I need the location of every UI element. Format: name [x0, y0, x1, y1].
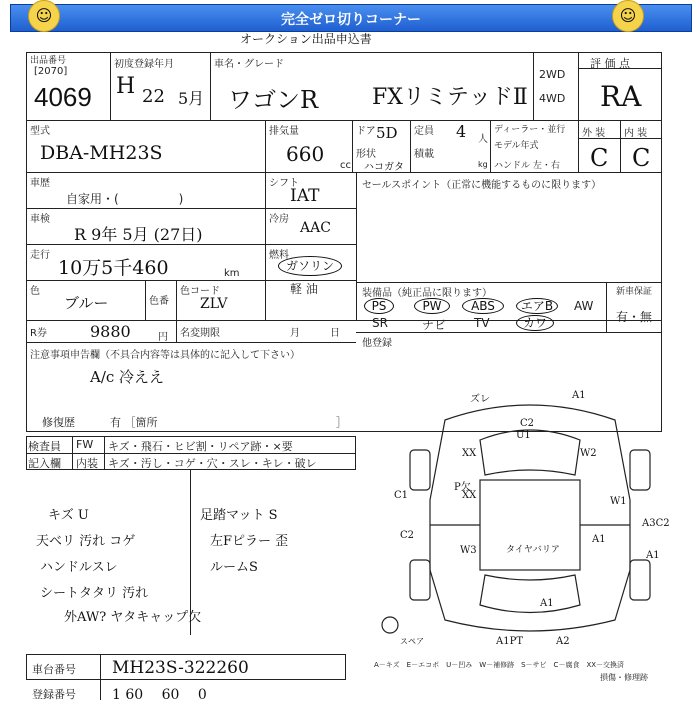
spare-label: スペア — [400, 637, 424, 646]
engine-unit: cc — [340, 160, 351, 171]
deadline-month: 月 — [290, 328, 300, 339]
lot-bracket: [2070] — [34, 66, 68, 77]
car-roof — [480, 480, 580, 570]
recycle-unit: 円 — [158, 332, 168, 343]
repair-value: 有 ［箇所 — [110, 416, 158, 429]
recycle-label: R券 — [30, 328, 47, 339]
int-grade: C — [632, 144, 651, 172]
dmg-xx-2: XX — [462, 490, 477, 501]
report-left-2: 天ベリ 汚れ コゲ — [36, 534, 136, 549]
shape-label: 形状 — [356, 149, 376, 160]
mascot-bear-icon: ☺ — [612, 0, 644, 32]
category-label: 車歴 — [30, 178, 50, 189]
capacity-value: 4 — [456, 122, 467, 141]
fuel-gasoline: ガソリン — [278, 256, 342, 276]
new-warranty-label: 新車保証 — [616, 287, 653, 297]
repair-close: ］ — [336, 416, 347, 429]
dmg-c2-left: C2 — [400, 530, 415, 541]
dmg-a1-bottom: A1 — [540, 598, 554, 609]
grade-value: RA — [600, 80, 642, 113]
capacity-label: 定員 — [414, 126, 434, 137]
dmg-zure: ズレ — [470, 394, 490, 405]
dmg-a1-top: A1 — [572, 390, 586, 401]
report-right-2: 左Fピラー 歪 — [210, 534, 289, 549]
ext-label: 外 装 — [582, 128, 606, 139]
mileage-label: 走行 — [30, 250, 50, 261]
equip-navi: ナビ — [422, 318, 447, 332]
equip-tv: TV — [474, 316, 490, 330]
reg-month: 5月 — [178, 89, 205, 108]
doors-label: ドア — [356, 126, 376, 137]
equip-pw: PW — [414, 298, 450, 314]
notes-text: A/c 冷ええ — [90, 368, 165, 386]
lot-label: 出品番号 — [30, 56, 67, 66]
car-rear-window — [480, 575, 580, 613]
report-left-5: 外AW? ヤタキャップ欠 — [64, 610, 202, 625]
model-label: 型式 — [30, 126, 50, 137]
int-label: 内 装 — [624, 128, 648, 139]
equip-abs: ABS — [462, 298, 504, 314]
shift-value: IAT — [290, 186, 320, 206]
handle-label: ハンドル 左・右 — [494, 161, 560, 171]
dmg-w2: W2 — [580, 448, 597, 459]
dmg-a1-right: A1 — [592, 534, 606, 545]
report-right-3: ルームS — [210, 560, 258, 575]
equip-aw: AW — [574, 299, 594, 313]
color-label: 色 — [30, 286, 40, 297]
dmg-w1: W1 — [610, 496, 627, 507]
dmg-c2-top: C2 — [520, 418, 535, 429]
fuel-diesel: 軽 油 — [290, 282, 318, 296]
repair-label: 修復歴 — [42, 416, 75, 429]
diagram-legend-2: 損傷・修理跡 — [600, 673, 648, 682]
diagram-legend: A－キズ E－エコボ U－凹み W－補修跡 S－サビ C－腐食 XX－交換済 — [374, 661, 625, 669]
car-grade: FXリミテッドⅡ — [372, 85, 528, 110]
dmg-a1pt: A1PT — [496, 636, 523, 647]
inspection-value: R 9年 5月 (27日) — [74, 225, 203, 244]
dmg-tire-barrier: タイヤバリア — [506, 545, 560, 555]
lot-number: 4069 — [34, 82, 92, 112]
dmg-u1: U1 — [516, 430, 531, 441]
shift-label: シフト — [269, 178, 299, 189]
fw-items: キズ・飛石・ヒビ割・リペア跡・×要 — [108, 440, 293, 453]
dmg-xx-1: XX — [462, 448, 477, 459]
other-label: 他登録 — [362, 338, 392, 349]
doors-value: 5D — [376, 124, 398, 142]
equip-airbag: エアB — [516, 298, 558, 314]
model-value: DBA-MH23S — [40, 142, 163, 164]
equip-kawa: カワ — [516, 315, 554, 331]
drive-4wd: 4WD — [539, 92, 566, 105]
report-left-4: シートタタリ 汚れ — [40, 586, 149, 601]
drive-2wd: 2WD — [539, 68, 566, 81]
dmg-a2: A2 — [556, 636, 570, 647]
car-name: ワゴンR — [228, 86, 319, 114]
rear-left-wheel — [410, 560, 430, 600]
shape-value: ハコガタ — [364, 162, 404, 173]
reg-year: 22 — [142, 86, 165, 107]
mascot-bear-icon: ☺ — [28, 0, 60, 32]
entry-label: 記入欄 — [28, 457, 61, 470]
report-left-3: ハンドルスレ — [40, 560, 118, 575]
rear-right-wheel — [630, 560, 650, 600]
dmg-c1: C1 — [394, 490, 409, 501]
aircon-value: AAC — [300, 220, 331, 236]
category-value: 自家用・( ) — [66, 192, 184, 206]
grade-label: 評 価 点 — [590, 57, 630, 70]
sheet-title: オークション出品申込書 — [240, 32, 372, 46]
color-code: ZLV — [200, 296, 228, 312]
mileage-unit: km — [224, 268, 240, 279]
footer-partial: 1 60 60 0 — [112, 687, 207, 703]
dmg-w3: W3 — [460, 545, 477, 556]
deadline-label: 名変期限 — [180, 328, 220, 339]
color-no-label: 色番 — [149, 296, 169, 307]
name-label: 車名・グレード — [214, 59, 284, 70]
equipment-label: 装備品（純正品に限ります） — [362, 288, 492, 299]
checker-label: 検査員 — [28, 440, 61, 453]
dmg-a1-right2: A1 — [646, 550, 660, 561]
engine-label: 排気量 — [269, 126, 299, 137]
spare-tire — [382, 617, 398, 633]
recycle-value: 9880 — [90, 322, 131, 341]
color-code-label: 色コード — [180, 286, 220, 297]
chassis-value: MH23S-322260 — [112, 658, 249, 678]
mileage-value: 10万5千460 — [58, 257, 169, 279]
ext-grade: C — [590, 144, 609, 172]
load-unit: kg — [478, 160, 488, 169]
aircon-label: 冷房 — [269, 214, 289, 225]
fuel-label: 燃料 — [269, 250, 289, 261]
sales-point-label: セールスポイント（正常に機能するものに限ります） — [362, 180, 602, 191]
report-left-1: キズ U — [48, 508, 89, 523]
chassis-label: 車台番号 — [32, 663, 76, 676]
new-warranty-value: 有・無 — [616, 310, 653, 324]
color-value: ブルー — [64, 294, 109, 312]
reg-label: 初度登録年月 — [114, 59, 174, 70]
int-check-label: 内装 — [76, 457, 98, 470]
top-banner — [10, 4, 692, 32]
reg-era: H — [116, 74, 136, 99]
fw-label: FW — [76, 438, 94, 451]
equip-sr: SR — [372, 316, 388, 330]
notes-label: 注意事項申告欄（不具合内容等は具体的に記入して下さい） — [30, 350, 300, 361]
model-year-label: モデル年式 — [494, 141, 539, 151]
banner-title: 完全ゼロ切りコーナー — [281, 12, 421, 28]
front-left-wheel — [410, 450, 430, 490]
capacity-unit: 人 — [478, 134, 488, 145]
inspection-label: 車検 — [30, 214, 50, 225]
engine-value: 660 — [286, 142, 325, 166]
equip-ps: PS — [364, 298, 394, 314]
dealer-label: ディーラー・並行 — [494, 125, 566, 135]
dmg-p: P欠 — [454, 482, 471, 493]
int-items: キズ・汚し・コゲ・穴・スレ・キレ・破レ — [108, 457, 317, 470]
front-right-wheel — [630, 450, 650, 490]
report-right-1: 足踏マット S — [200, 508, 278, 523]
load-label: 積載 — [414, 149, 434, 160]
footer-label: 登録番号 — [32, 688, 76, 701]
dmg-a3c2: A3C2 — [642, 518, 670, 529]
deadline-day: 日 — [330, 328, 340, 339]
